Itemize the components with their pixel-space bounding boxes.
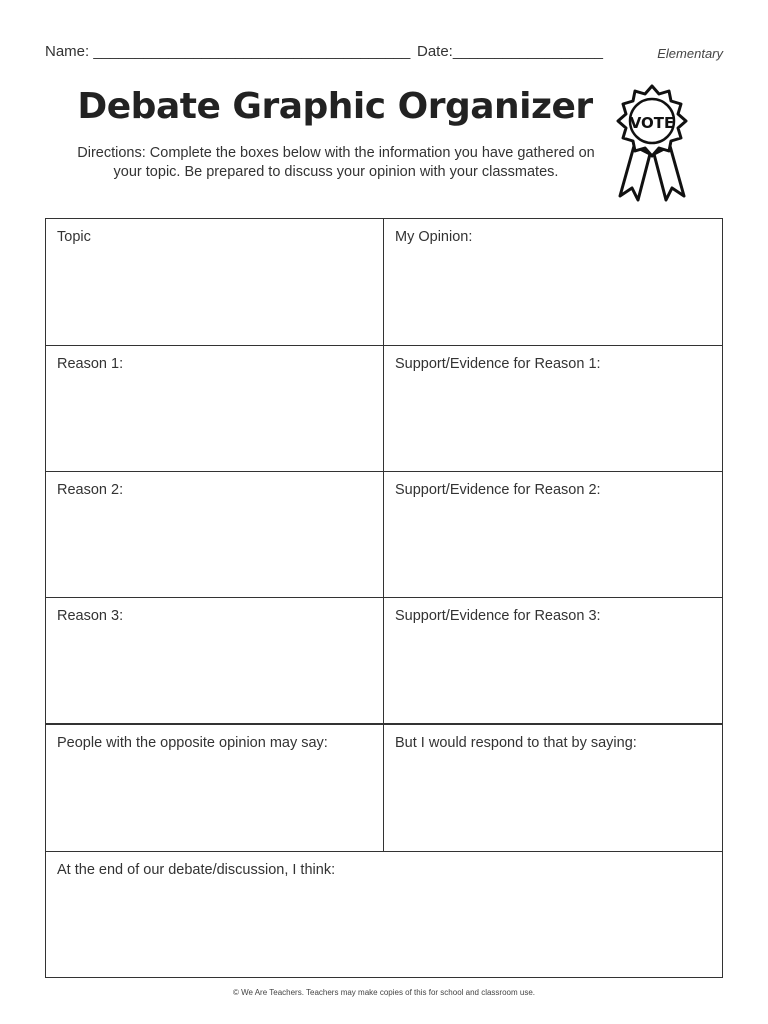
opposing-opinion-box[interactable] bbox=[46, 725, 384, 851]
reason-1-label: Reason 1: bbox=[57, 356, 124, 372]
grade-level-label: Elementary bbox=[657, 46, 723, 61]
reason-3-label: Reason 3: bbox=[57, 608, 124, 624]
evidence-2-label: Support/Evidence for Reason 2: bbox=[395, 482, 601, 498]
opposing-opinion-label: People with the opposite opinion may say: bbox=[57, 735, 328, 751]
evidence-1-box[interactable] bbox=[384, 346, 722, 471]
organizer-grid bbox=[45, 218, 723, 978]
reason-3-box[interactable] bbox=[46, 598, 384, 723]
opinion-box[interactable] bbox=[384, 219, 722, 345]
copyright-footer: © We Are Teachers. Teachers may make copies of this for school and classroom use. bbox=[232, 988, 536, 997]
rebuttal-box[interactable] bbox=[384, 725, 722, 851]
table-row bbox=[46, 472, 722, 598]
table-row bbox=[46, 725, 722, 852]
reason-2-label: Reason 2: bbox=[57, 482, 124, 498]
topic-label: Topic bbox=[57, 229, 91, 245]
topic-box[interactable] bbox=[46, 219, 384, 345]
table-row bbox=[46, 219, 722, 346]
evidence-3-box[interactable] bbox=[384, 598, 722, 723]
table-row bbox=[46, 346, 722, 472]
rebuttal-label: But I would respond to that by saying: bbox=[395, 735, 637, 751]
reason-2-box[interactable] bbox=[46, 472, 384, 597]
conclusion-box[interactable] bbox=[46, 852, 722, 977]
conclusion-label: At the end of our debate/discussion, I think: bbox=[57, 862, 336, 878]
directions-text: Directions: Complete the boxes below with the information you have gathered on your topic. Be prepared to discuss your opinion with your classmates. bbox=[77, 145, 595, 180]
page-title: Debate Graphic Organizer bbox=[77, 86, 593, 127]
vote-text: VOTE bbox=[629, 114, 675, 132]
opinion-label: My Opinion: bbox=[395, 229, 473, 245]
table-row bbox=[46, 598, 722, 725]
name-field[interactable]: Name: ______________________________________ bbox=[45, 43, 411, 60]
reason-1-box[interactable] bbox=[46, 346, 384, 471]
vote-ribbon-icon bbox=[612, 84, 692, 204]
evidence-2-box[interactable] bbox=[384, 472, 722, 597]
date-field[interactable]: Date:__________________ bbox=[417, 43, 604, 60]
evidence-1-label: Support/Evidence for Reason 1: bbox=[395, 356, 601, 372]
table-row bbox=[46, 852, 722, 977]
evidence-3-label: Support/Evidence for Reason 3: bbox=[395, 608, 601, 624]
